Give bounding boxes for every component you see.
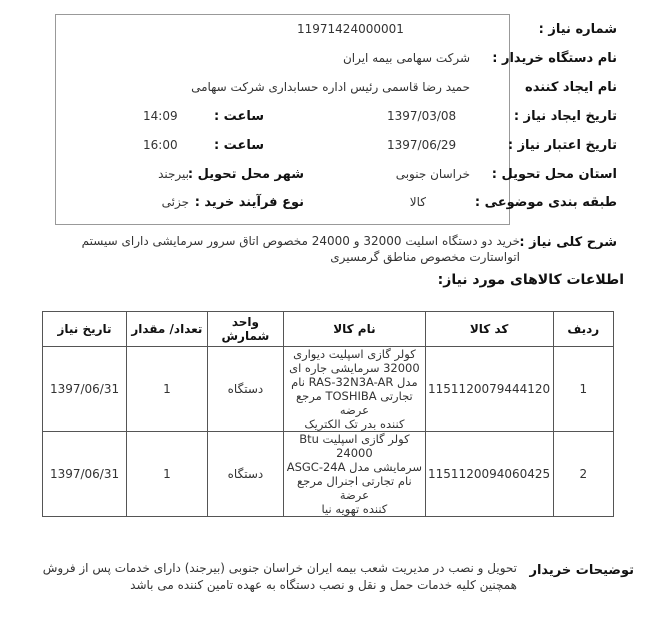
col-name: نام کالا xyxy=(284,312,426,347)
col-qty: تعداد/ مقدار xyxy=(127,312,208,347)
creator-label: نام ایجاد کننده xyxy=(525,80,617,95)
item-date: 1397/06/31 xyxy=(43,347,127,432)
need-number-label: شماره نیاز : xyxy=(538,22,617,37)
col-code: کد کالا xyxy=(425,312,553,347)
created-date: 1397/03/08 xyxy=(387,109,457,123)
item-name-line: کولر گازی اسپلیت دیواری xyxy=(293,347,416,361)
summary-label: شرح کلی نیاز : xyxy=(519,235,617,250)
items-title: اطلاعات کالاهای مورد نیاز: xyxy=(437,272,624,288)
item-name-line: کننده تهویه نیا xyxy=(321,502,388,516)
item-unit: دستگاه xyxy=(207,347,283,432)
need-number: 11971424000001 xyxy=(297,22,404,36)
item-qty: 1 xyxy=(127,347,208,432)
summary-line-1: خرید دو دستگاه اسلیت 32000 و 24000 مخصوص اتاق سرور سرمایشی دارای سیستم xyxy=(81,234,520,248)
notes-line-1: تحویل و نصب در مدیریت شعب بیمه ایران خراسان جنوبی (بیرجند) دارای خدمات پس از فروش xyxy=(42,561,517,575)
item-name xyxy=(284,347,426,432)
valid-date: 1397/06/29 xyxy=(387,138,457,152)
valid-time-label: ساعت : xyxy=(213,138,264,153)
summary-line-2: اتواستارت مخصوص مناطق گرمسیری xyxy=(330,250,520,264)
city: بیرجند xyxy=(158,167,189,181)
item-name xyxy=(284,432,426,517)
process: جزئی xyxy=(161,195,189,209)
created-time: 14:09 xyxy=(143,109,178,123)
item-name-line: تجارتی TOSHIBA مرجع عرضه xyxy=(296,389,413,417)
table-row xyxy=(43,347,614,432)
item-name-line: مدل RAS-32N3A-AR نام xyxy=(291,375,418,389)
item-code: 1151120079444120 xyxy=(425,347,553,432)
city-label: شهر محل تحویل : xyxy=(187,167,304,182)
item-name-line: سرمایشی مدل ASGC-24A xyxy=(286,460,423,474)
item-name-line: کولر گازی اسپلیت Btu 24000 xyxy=(299,432,410,460)
notes-line-2: همچنین کلیه خدمات حمل و نقل و نصب دستگاه به عهده تامین کننده می باشد xyxy=(130,578,517,592)
row-number: 2 xyxy=(553,432,613,517)
table-row xyxy=(43,432,614,517)
creator: حمید رضا قاسمی رئیس اداره حسابداری شرکت سهامی xyxy=(191,80,470,94)
category: کالا xyxy=(409,195,426,209)
item-unit: دستگاه xyxy=(207,432,283,517)
item-qty: 1 xyxy=(127,432,208,517)
col-date: تاریخ نیاز xyxy=(43,312,127,347)
buyer-org: شرکت سهامی بیمه ایران xyxy=(342,51,470,65)
items-table xyxy=(42,311,614,517)
item-name-line: 32000 سرمایشی جاره ای xyxy=(289,361,420,375)
col-row: ردیف xyxy=(553,312,613,347)
item-name-line: کننده بدر تک الکتریک xyxy=(304,417,405,431)
buyer-org-label: نام دستگاه خریدار : xyxy=(492,51,617,66)
valid-date-label: تاریخ اعتبار نیاز : xyxy=(507,138,617,153)
notes-label: توضیحات خریدار xyxy=(529,563,634,578)
col-unit: واحد شمارش xyxy=(207,312,283,347)
summary-text xyxy=(60,233,520,265)
valid-time: 16:00 xyxy=(143,138,178,152)
notes-text xyxy=(37,560,517,594)
created-time-label: ساعت : xyxy=(213,109,264,124)
category-label: طبقه بندی موضوعی : xyxy=(474,195,617,210)
item-code: 1151120094060425 xyxy=(425,432,553,517)
province: خراسان جنوبی xyxy=(395,167,470,181)
created-date-label: تاریخ ایجاد نیاز : xyxy=(513,109,617,124)
process-label: نوع فرآیند خرید : xyxy=(194,195,304,210)
item-date: 1397/06/31 xyxy=(43,432,127,517)
row-number: 1 xyxy=(553,347,613,432)
province-label: استان محل تحویل : xyxy=(491,167,617,182)
item-name-line: نام تجارتی اجنرال مرجع عرضة xyxy=(297,474,412,502)
table-header-row xyxy=(43,312,614,347)
